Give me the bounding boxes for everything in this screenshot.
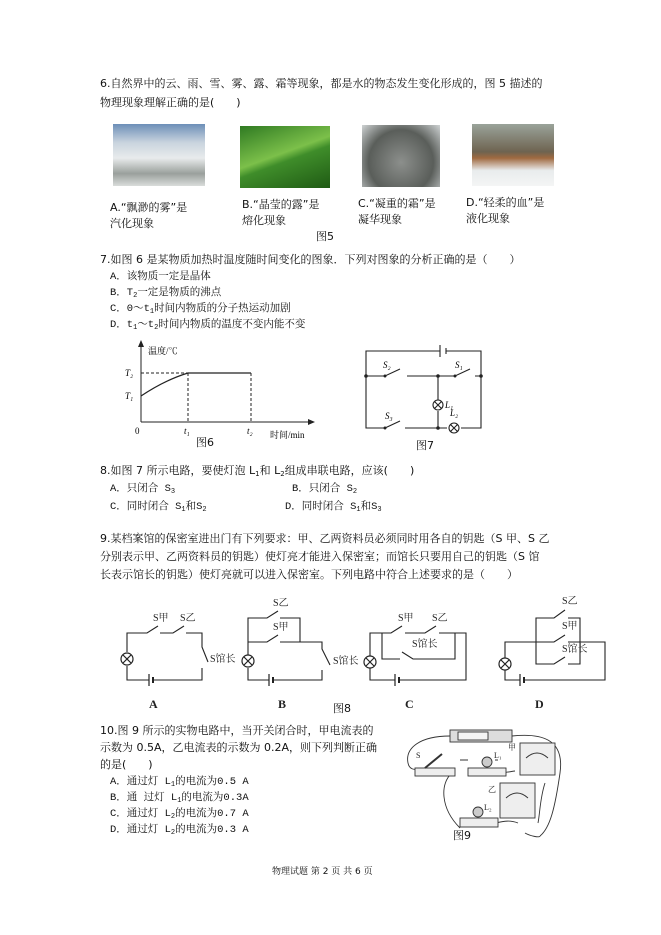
lamp-l1	[482, 757, 492, 767]
t2-label: T₂	[125, 368, 134, 378]
circuit-c	[370, 626, 466, 680]
y-axis-arrow	[138, 340, 144, 347]
svg-text:S乙: S乙	[273, 598, 289, 609]
option-d-line2: 液化现象	[466, 212, 510, 225]
svg-text:S馆长: S馆长	[412, 639, 438, 650]
jia-label: 甲	[508, 743, 516, 752]
rime-photo	[472, 124, 554, 186]
circuit-b	[248, 611, 330, 680]
q7-option-c: C．$0\sim t_1$时间内物质的分子热运动加剧	[110, 303, 291, 316]
lamp-l2	[473, 807, 483, 817]
ammeter-jia	[520, 743, 555, 775]
s1-label: S₁	[455, 360, 463, 370]
lamp-l2-base	[460, 818, 498, 827]
q8-option-d: D．同时闭合 $S_1$和$S_3$	[285, 501, 382, 514]
q10-stem-line3: 的是( )	[100, 758, 153, 771]
lamp-l1-base	[468, 768, 506, 776]
battery-icon	[269, 674, 273, 686]
option-d-line1: D.“轻柔的血”是	[466, 196, 545, 209]
q8-stem: 8.如图 7 所示电路，要使灯泡 $L_1$和 $L_2$组成串联电路，应该( )	[100, 464, 415, 478]
lamp-icon	[121, 653, 133, 665]
svg-text:S甲: S甲	[153, 613, 169, 624]
switch-lever	[425, 754, 442, 768]
q8-option-a: A．只闭合 $S_3$	[110, 483, 176, 496]
battery-icon	[395, 674, 399, 686]
q6-option-a	[110, 200, 187, 232]
q9-stem-line2: 分别表示甲、乙两资料员的钥匙）使灯亮才能进入保密室；而馆长只要用自己的钥匙（S 馆	[100, 550, 540, 563]
svg-text:S甲: S甲	[562, 621, 578, 632]
figure-8-circuits	[100, 590, 588, 715]
l2-label: L₂	[484, 803, 492, 812]
ammeter-yi	[500, 783, 535, 818]
figure-5-caption: 图5	[316, 230, 334, 243]
switch-s	[415, 768, 455, 776]
s2-label: S₂	[383, 360, 391, 370]
x2-label: t₂	[247, 426, 253, 436]
l2-label: L₂	[450, 408, 459, 418]
q7-stem: 7.如图 6 是某物质加热时温度随时间变化的图象．下列对图象的分析正确的是（ ）	[100, 253, 521, 266]
l1-label: L₁	[445, 400, 454, 410]
label-a: A	[149, 697, 158, 711]
q9-stem-line1: 9.某档案馆的保密室进出门有下列要求：甲、乙两资料员必须同时用各自的钥匙（S 甲、S 乙	[100, 532, 550, 545]
lamp-icon	[364, 656, 376, 668]
svg-text:S馆长: S馆长	[210, 654, 236, 665]
q7-option-b: B．$T_2$一定是物质的沸点	[110, 287, 222, 300]
circuit-d	[505, 610, 605, 680]
label-d: D	[535, 697, 544, 711]
q8-option-c: C．同时闭合 $S_1$和$S_2$	[110, 501, 207, 514]
q6-stem-line2: 物理现象理解正确的是( )	[100, 96, 241, 109]
q6-option-d	[466, 195, 544, 227]
figure-8-caption: 图8	[333, 702, 351, 715]
s-label: S	[416, 751, 421, 760]
origin-label: 0	[135, 426, 140, 436]
q6-option-c	[358, 196, 436, 228]
svg-text:S乙: S乙	[432, 613, 448, 624]
q10-stem-line2: 示数为 0.5A，乙电流表的示数为 0.2A，则下列判断正确	[100, 741, 378, 754]
x-label: 时间/min	[270, 430, 305, 440]
figure-9-caption: 图9	[453, 829, 471, 842]
lamp-icon	[499, 658, 511, 670]
frost-photo	[362, 125, 440, 187]
q10-stem-line1: 10.图 9 所示的实物电路中，当开关闭合时，甲电流表的	[100, 724, 374, 737]
option-a-line2: 汽化现象	[110, 217, 154, 230]
svg-text:S乙: S乙	[180, 613, 196, 624]
figure-7-circuit	[365, 348, 485, 438]
yi-label: 乙	[488, 785, 496, 794]
figure-9-physical-circuit	[400, 728, 560, 838]
battery-icon	[520, 674, 524, 686]
q6-stem-line1: 6.自然界中的云、雨、雪、雾、露、霜等现象，都是水的物态发生变化形成的，图 5 描述的	[100, 77, 543, 90]
q7-option-a: A．该物质一定是晶体	[110, 271, 211, 283]
figure-7-caption: 图7	[416, 439, 434, 452]
x1-label: t₁	[184, 426, 190, 436]
svg-text:S甲: S甲	[398, 613, 414, 624]
label-c: C	[405, 697, 414, 711]
svg-text:S馆长: S馆长	[333, 656, 359, 667]
x-axis-arrow	[308, 419, 315, 425]
y-label: 温度/℃	[148, 346, 178, 356]
t1-label: T₁	[125, 391, 134, 401]
svg-text:S甲: S甲	[273, 622, 289, 633]
q9-stem-line3: 长表示馆长的钥匙）使灯亮就可以进入保密室。下列电路中符合上述要求的是（ ）	[100, 568, 518, 581]
circuit-a	[127, 626, 208, 680]
l1-label: L₁	[494, 751, 502, 760]
q10-option-a: A．通过灯 $L_1$的电流为0.5 A	[110, 776, 249, 789]
label-b: B	[278, 697, 287, 711]
figure-6-caption: 图6	[196, 436, 214, 449]
option-a-line1: A.“飘渺的雾”是	[110, 201, 188, 214]
q6-option-b	[242, 197, 319, 229]
battery-icon	[149, 674, 153, 686]
svg-text:S乙: S乙	[562, 596, 578, 607]
temperature-curve	[141, 373, 251, 396]
fog-photo	[113, 124, 205, 186]
option-b-line1: B.“晶莹的露”是	[242, 198, 320, 211]
figure-6-temperature-graph	[120, 340, 320, 440]
q10-option-c: C．通过灯 $L_2$的电流为0.7 A	[110, 808, 249, 821]
q7-option-d: D．$t_1\sim t_2$时间内物质的温度不变内能不变	[110, 319, 306, 332]
s3-label: S₃	[385, 411, 393, 421]
q10-option-b: B．通 过灯 $L_1$的电流为0.3A	[110, 792, 249, 805]
q8-option-b: B．只闭合 $S_2$	[292, 483, 358, 496]
svg-text:S馆长: S馆长	[562, 644, 588, 655]
option-c-line1: C.“凝重的霜”是	[358, 197, 436, 210]
battery-cells	[458, 732, 488, 740]
option-b-line2: 熔化现象	[242, 214, 286, 227]
option-c-line2: 凝华现象	[358, 213, 402, 226]
lamp-icon	[242, 655, 254, 667]
page-footer: 物理试题 第 2 页 共 6 页	[272, 867, 373, 877]
q10-option-d: D．通过灯 $L_2$的电流为0.3 A	[110, 824, 249, 837]
dew-photo	[240, 126, 330, 188]
